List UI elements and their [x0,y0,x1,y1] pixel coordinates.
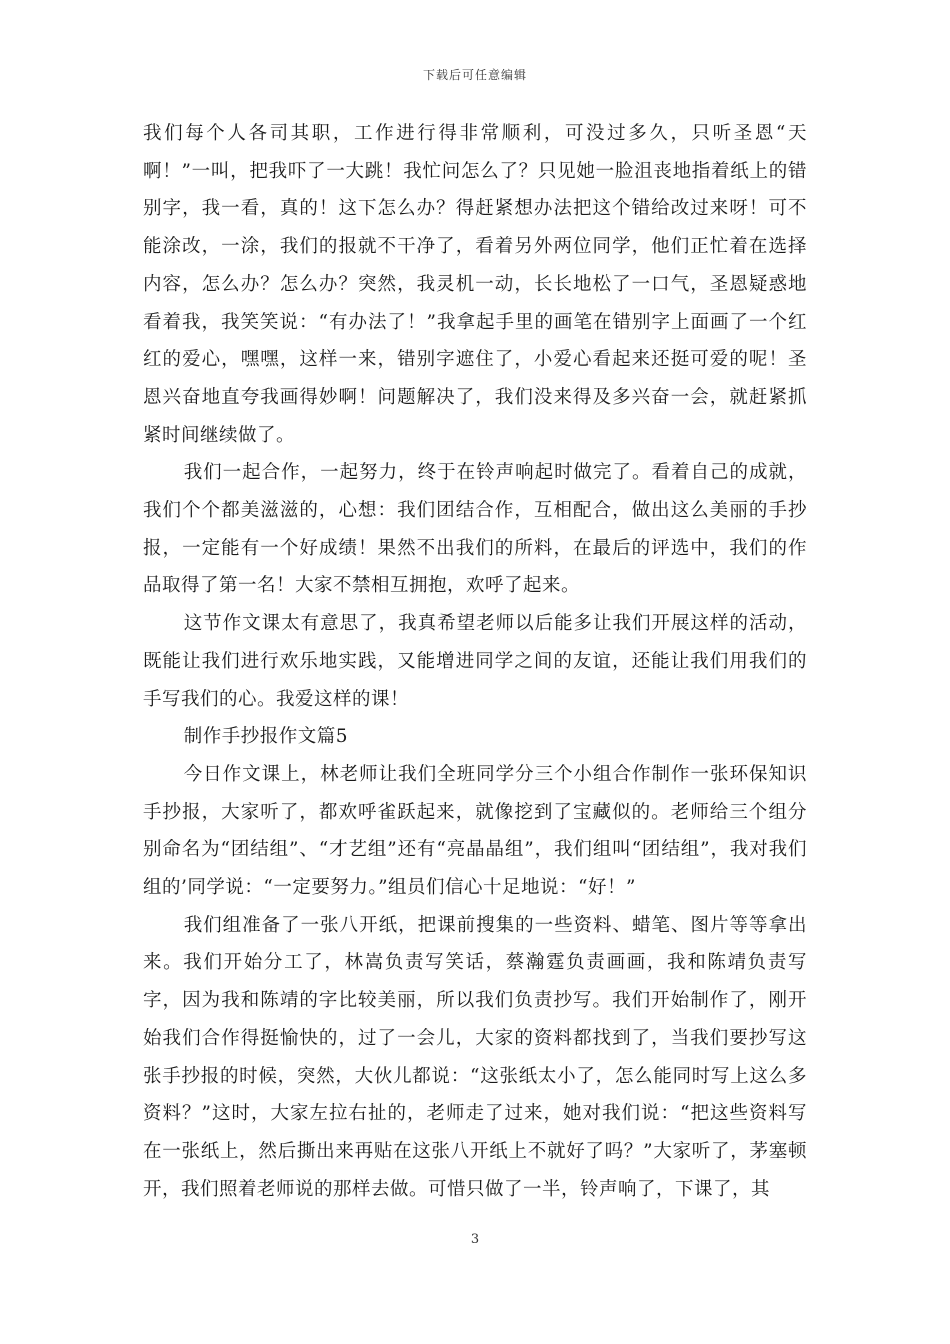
document-body [143,115,807,1208]
paragraph-continuation: 我们每个人各司其职，工作进行得非常顺利，可没过多久，只听圣恩“天啊！”一叫，把我吓了一大跳！我忙问怎么了？只见她一脸沮丧地指着纸上的错别字，我一看，真的！这下怎么办？得赶紧想办法把这个错给改过来呀！可不能涂改，一涂，我们的报就不干净了，看着另外两位同学，他们正忙着在选择内容，怎么办？怎么办？突然，我灵机一动，长长地松了一口气，圣恩疑惑地看着我，我笑笑说：“有办法了！”我拿起手里的画笔在错别字上面画了一个红红的爱心，嘿嘿，这样一来，错别字遮住了，小爱心看起来还挺可爱的呢！圣恩兴奋地直夸我画得妙啊！问题解决了，我们没来得及多兴奋一会，就赶紧抓紧时间继续做了。 [143,123,807,446]
paragraph: 今日作文课上，林老师让我们全班同学分三个小组合作制作一张环保知识手抄报，大家听了，都欢呼雀跃起来，就像挖到了宝藏似的。老师给三个组分别命名为“团结组”、“才艺组”还有“亮晶晶组”，我们组叫“团结组”，我对我们组的’同学说：“一定要努力。”组员们信心十足地说：“好！” [143,763,807,899]
paragraph: 我们一起合作，一起努力，终于在铃声响起时做完了。看着自己的成就，我们个个都美滋滋的，心想：我们团结合作，互相配合，做出这么美丽的手抄报，一定能有一个好成绩！果然不出我们的所料，在最后的评选中，我们的作品取得了第一名！大家不禁相互拥抱，欢呼了起来。 [143,462,807,597]
paragraph: 我们组准备了一张八开纸，把课前搜集的一些资料、蜡笔、图片等等拿出来。我们开始分工了，林嵩负责写笑话，蔡瀚霆负责画画，我和陈靖负责写字，因为我和陈靖的字比较美丽，所以我们负责抄写。我们开始制作了，刚开始我们合作得挺愉快的，过了一会儿，大家的资料都找到了，当我们要抄写这张手抄报的时候，突然，大伙儿都说：“这张纸太小了，怎么能同时写上这么多资料？”这时，大家左拉右扯的，老师走了过来，她对我们说：“把这些资料写在一张纸上，然后撕出来再贴在这张八开纸上不就好了吗？”大家听了，茅塞顿开，我们照着老师说的那样去做。可惜只做了一半，铃声响了，下课了，其 [143,914,807,1200]
section-title: 制作手抄报作文篇5 [183,726,348,748]
paragraph: 这节作文课太有意思了，我真希望老师以后能多让我们开展这样的活动，既能让我们进行欢乐地实践，又能增进同学之间的友谊，还能让我们用我们的手写我们的心。我爱这样的课！ [143,613,807,710]
page-number: 3 [470,1232,480,1247]
page-header: 下载后可任意编辑 [422,68,527,82]
